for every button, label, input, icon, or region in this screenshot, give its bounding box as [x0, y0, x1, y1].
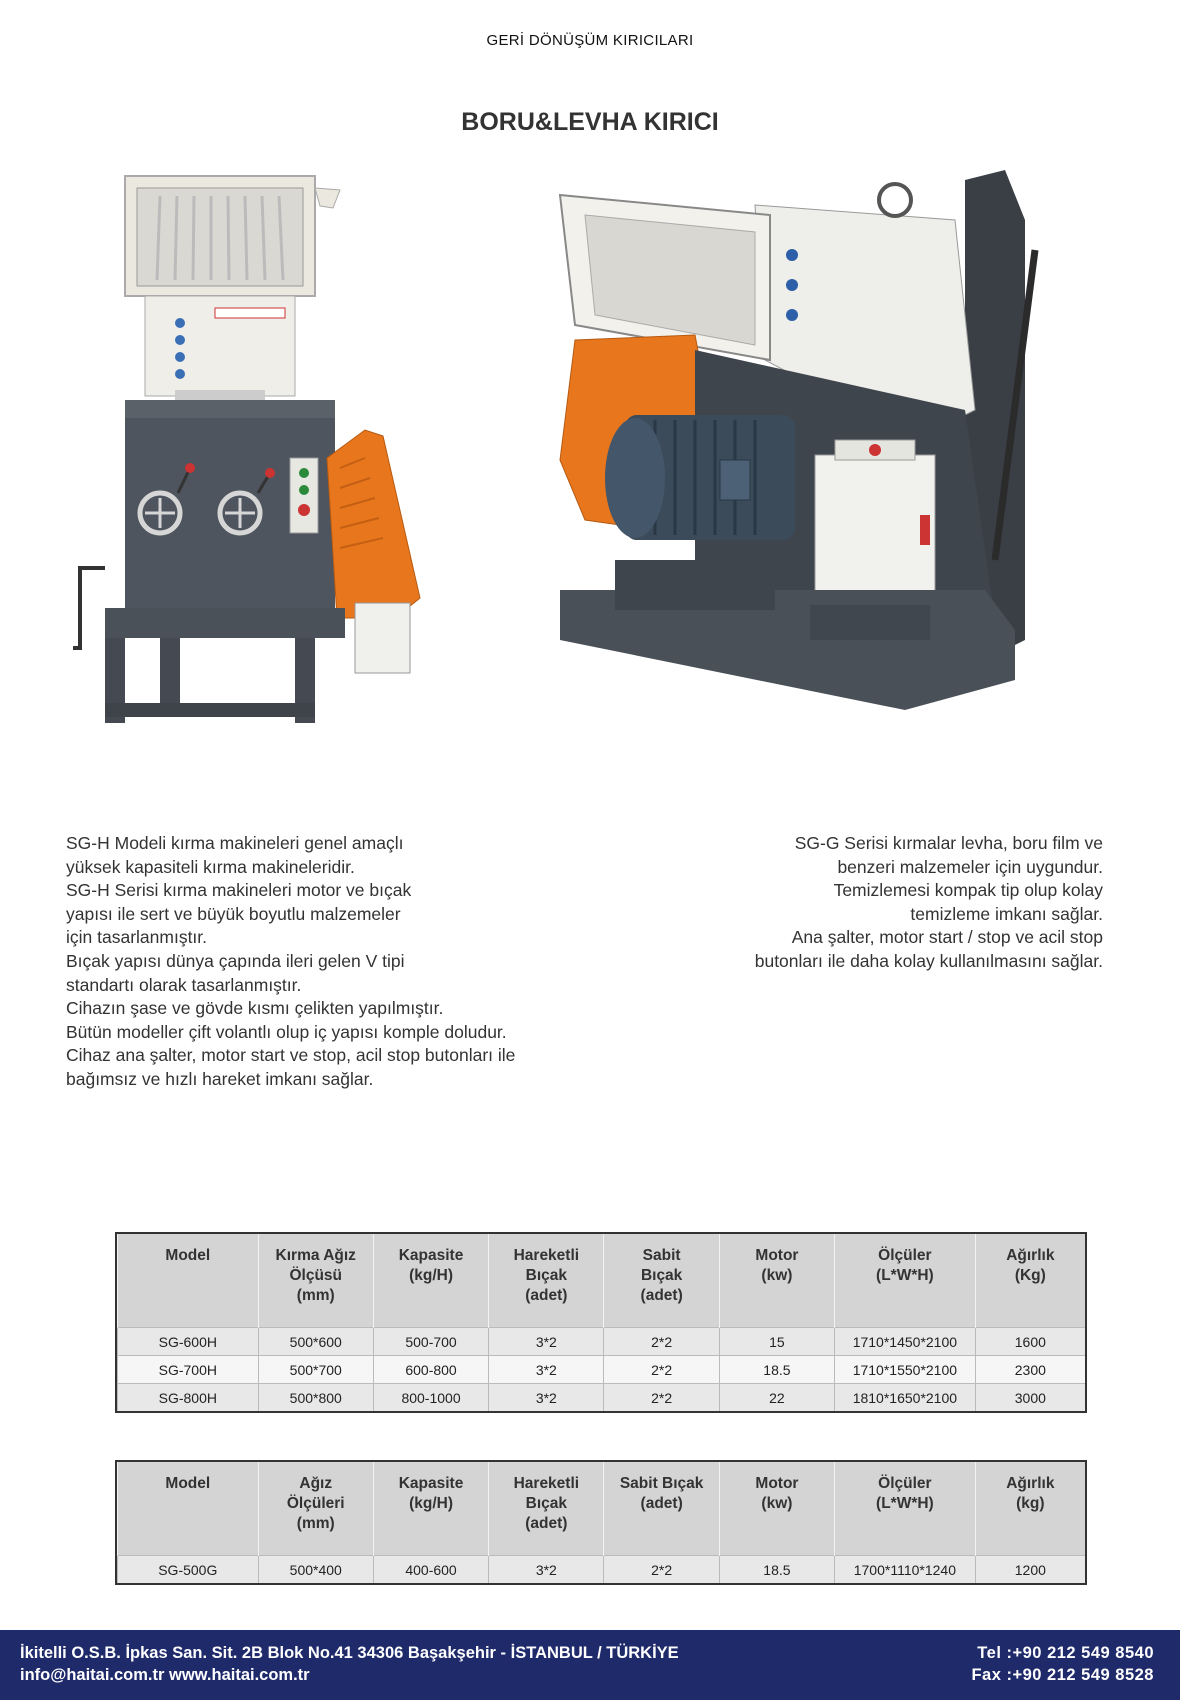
description-line: SG-H Modeli kırma makineleri genel amaçlı — [66, 833, 404, 853]
sg-h-crusher-image — [65, 168, 445, 738]
description-line: yapısı ile sert ve büyük boyutlu malzemeler — [66, 903, 401, 924]
table-cell: 500*600 — [258, 1328, 373, 1356]
description-line: Bıçak yapısı dünya çapında ileri gelen V tipi — [66, 950, 405, 971]
column-header-text: Ölçüler — [878, 1247, 932, 1264]
table-cell: SG-600H — [118, 1328, 259, 1356]
table-cell: 600-800 — [373, 1356, 488, 1384]
sg-g-spec-table — [115, 1460, 1087, 1585]
column-header-text: Model — [165, 1247, 211, 1264]
column-header-text: Ağız — [299, 1475, 333, 1492]
footer-address: İkitelli O.S.B. İpkas San. Sit. 2B Blok No.41 34306 Başakşehir - İSTANBUL / TÜRKİYE — [20, 1644, 679, 1662]
description-line: bağımsız ve hızlı hareket imkanı sağlar. — [66, 1068, 374, 1089]
table-cell: SG-700H — [118, 1356, 259, 1384]
table-header-row — [118, 1462, 1086, 1556]
column-header-text: (Kg) — [1014, 1267, 1046, 1284]
table-cell: 400-600 — [373, 1556, 488, 1584]
column-header-text: (mm) — [296, 1287, 335, 1304]
column-header-text: (kg) — [1016, 1495, 1045, 1512]
column-header — [489, 1234, 604, 1328]
table-cell: 500*400 — [258, 1556, 373, 1584]
column-header-text: (adet) — [640, 1287, 683, 1304]
sg-h-spec-table — [115, 1232, 1087, 1413]
table-cell: 500*800 — [258, 1384, 373, 1412]
description-line: Ana şalter, motor start / stop ve acil stop — [791, 927, 1103, 948]
table-cell: SG-800H — [118, 1384, 259, 1412]
sg-h-description — [66, 832, 626, 1092]
category-header: GERİ DÖNÜŞÜM KIRICILARI — [486, 32, 694, 49]
footer-bar — [0, 1630, 1180, 1700]
column-header-text: (adet) — [525, 1287, 568, 1304]
column-header-text: (mm) — [296, 1515, 335, 1532]
column-header-text: (adet) — [525, 1515, 568, 1532]
column-header — [373, 1234, 488, 1328]
table-cell: 18.5 — [719, 1356, 834, 1384]
column-header-text: (kg/H) — [409, 1495, 453, 1512]
column-header-text: (L*W*H) — [876, 1495, 934, 1512]
column-header-text: Bıçak — [525, 1495, 568, 1512]
column-header — [719, 1234, 834, 1328]
table-cell: 1600 — [975, 1328, 1085, 1356]
table-cell: 1710*1550*2100 — [835, 1356, 976, 1384]
table-row — [118, 1556, 1086, 1584]
column-header-text: Hareketli — [513, 1475, 580, 1492]
table-cell: 2*2 — [604, 1356, 719, 1384]
table-header-row — [118, 1234, 1086, 1328]
column-header-text: (adet) — [640, 1495, 683, 1512]
column-header — [975, 1234, 1085, 1328]
table-row — [118, 1328, 1086, 1356]
column-header-text: Motor — [755, 1247, 799, 1264]
description-line: benzeri malzemeler için uygundur. — [837, 856, 1103, 877]
table-cell: 1700*1110*1240 — [835, 1556, 976, 1584]
table-cell: 800-1000 — [373, 1384, 488, 1412]
description-line: SG-G Serisi kırmalar levha, boru film ve — [794, 833, 1103, 853]
description-line: Bütün modeller çift volantlı olup iç yapısı komple doludur. — [66, 1021, 507, 1042]
column-header-text: Sabit — [642, 1247, 681, 1264]
column-header — [604, 1462, 719, 1556]
table-cell: 3000 — [975, 1384, 1085, 1412]
column-header-text: Ölçüleri — [286, 1495, 345, 1512]
column-header-text: Ölçüler — [878, 1475, 932, 1492]
table-cell: 1200 — [975, 1556, 1085, 1584]
column-header — [373, 1462, 488, 1556]
column-header — [118, 1234, 259, 1328]
column-header-text: (kg/H) — [409, 1267, 453, 1284]
table-row — [118, 1356, 1086, 1384]
column-header-text: Ağırlık — [1006, 1247, 1055, 1264]
column-header-text: Model — [165, 1475, 211, 1492]
description-line: SG-H Serisi kırma makineleri motor ve bıçak — [66, 880, 412, 901]
column-header — [719, 1462, 834, 1556]
table-cell: SG-500G — [118, 1556, 259, 1584]
table-cell: 18.5 — [719, 1556, 834, 1584]
description-line: yüksek kapasiteli kırma makineleridir. — [66, 856, 355, 877]
sg-g-crusher-image — [555, 160, 1095, 720]
column-header — [118, 1462, 259, 1556]
page-title: BORU&LEVHA KIRICI — [461, 108, 719, 136]
table-cell: 1810*1650*2100 — [835, 1384, 976, 1412]
footer-fax: Fax :+90 212 549 8528 — [971, 1666, 1154, 1684]
description-line: Cihazın şase ve gövde kısmı çelikten yapılmıştır. — [66, 998, 444, 1019]
table-cell: 2300 — [975, 1356, 1085, 1384]
column-header-text: (kw) — [761, 1267, 793, 1284]
column-header-text: (kw) — [761, 1495, 793, 1512]
description-line: standartı olarak tasarlanmıştır. — [66, 974, 302, 995]
column-header — [975, 1462, 1085, 1556]
table-cell: 2*2 — [604, 1328, 719, 1356]
table-cell: 3*2 — [489, 1328, 604, 1356]
column-header — [489, 1462, 604, 1556]
column-header-text: Kırma Ağız — [275, 1247, 356, 1264]
table-cell: 22 — [719, 1384, 834, 1412]
column-header-text: Ölçüsü — [289, 1267, 343, 1284]
column-header-text: (L*W*H) — [876, 1267, 934, 1284]
column-header-text: Kapasite — [398, 1247, 464, 1264]
column-header-text: Bıçak — [640, 1267, 683, 1284]
column-header-text: Bıçak — [525, 1267, 568, 1284]
column-header — [258, 1234, 373, 1328]
column-header-text: Sabit Bıçak — [619, 1475, 704, 1492]
table-row — [118, 1384, 1086, 1412]
description-line: Cihaz ana şalter, motor start ve stop, acil stop butonları ile — [66, 1045, 516, 1066]
table-cell: 15 — [719, 1328, 834, 1356]
table-cell: 3*2 — [489, 1356, 604, 1384]
table-cell: 2*2 — [604, 1384, 719, 1412]
description-line: temizleme imkanı sağlar. — [910, 903, 1103, 924]
column-header — [835, 1462, 976, 1556]
table-cell: 1710*1450*2100 — [835, 1328, 976, 1356]
column-header-text: Hareketli — [513, 1247, 580, 1264]
table-cell: 3*2 — [489, 1556, 604, 1584]
column-header — [258, 1462, 373, 1556]
description-line: için tasarlanmıştır. — [66, 927, 208, 948]
description-line: Temizlemesi kompak tip olup kolay — [833, 880, 1103, 901]
column-header-text: Motor — [755, 1475, 799, 1492]
description-line: butonları ile daha kolay kullanılmasını sağlar. — [754, 950, 1103, 971]
table-cell: 3*2 — [489, 1384, 604, 1412]
footer-web-email: info@haitai.com.tr www.haitai.com.tr — [20, 1666, 310, 1684]
table-cell: 500-700 — [373, 1328, 488, 1356]
footer-phone: Tel :+90 212 549 8540 — [977, 1644, 1154, 1662]
table-cell: 500*700 — [258, 1356, 373, 1384]
column-header-text: Kapasite — [398, 1475, 464, 1492]
column-header — [604, 1234, 719, 1328]
column-header-text: Ağırlık — [1006, 1475, 1055, 1492]
table-cell: 2*2 — [604, 1556, 719, 1584]
column-header — [835, 1234, 976, 1328]
sg-g-description — [663, 832, 1103, 974]
